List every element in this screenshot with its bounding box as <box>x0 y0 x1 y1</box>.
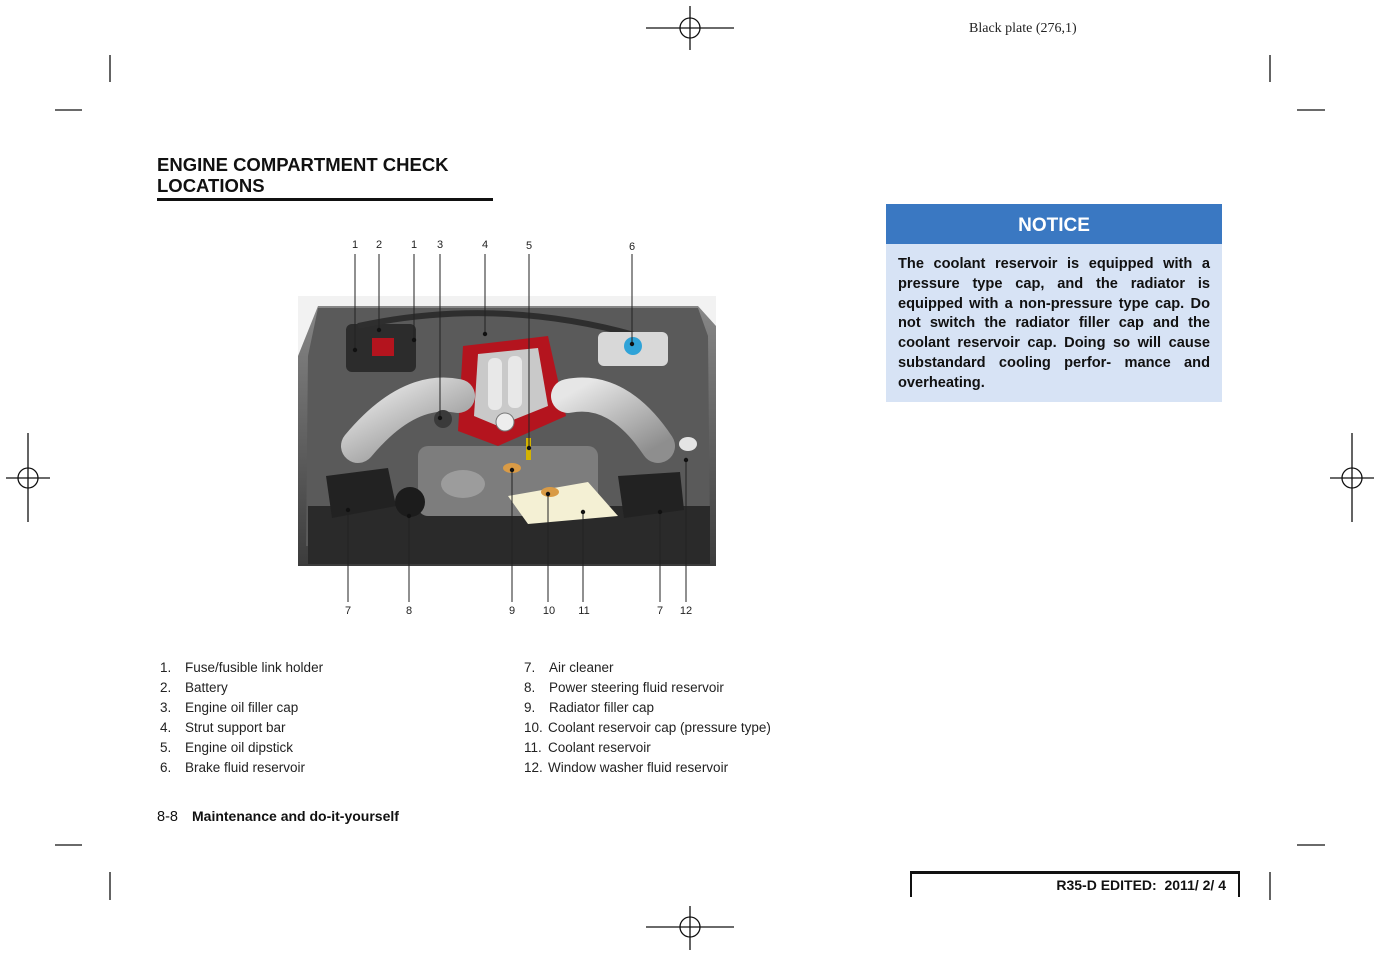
list-item: 1. Fuse/fusible link holder <box>160 660 324 675</box>
callout-bottom-7: 7 <box>344 605 352 617</box>
edited-stamp-box <box>910 871 1240 897</box>
callout-bottom-9: 9 <box>508 605 516 617</box>
callout-top-5: 5 <box>525 240 533 252</box>
list-item: 12. Window washer fluid reservoir <box>524 760 729 775</box>
callout-top-6: 6 <box>628 241 636 253</box>
list-item: 10. Coolant reservoir cap (pressure type) <box>524 720 771 735</box>
callout-bottom-7b: 7 <box>656 605 664 617</box>
notice-heading: NOTICE <box>886 204 1222 244</box>
list-item: 5. Engine oil dipstick <box>160 740 294 755</box>
callout-top-2: 2 <box>375 239 383 251</box>
callout-top-3: 3 <box>436 239 444 251</box>
section-title-line2: LOCATIONS <box>157 175 265 196</box>
callout-top-1: 1 <box>351 239 359 251</box>
plate-label: Black plate (276,1) <box>969 21 1077 36</box>
callout-bottom-8: 8 <box>405 605 413 617</box>
callout-top-1b: 1 <box>410 239 418 251</box>
notice-box <box>886 204 1222 402</box>
list-item: 4. Strut support bar <box>160 720 286 735</box>
callout-top-4: 4 <box>481 239 489 251</box>
edited-stamp: R35-D EDITED: 2011/ 2/ 4 <box>1056 877 1226 893</box>
footer-section-title: Maintenance and do-it-yourself <box>192 808 399 824</box>
list-item: 8. Power steering fluid reservoir <box>524 680 724 695</box>
section-title-line1: ENGINE COMPARTMENT CHECK <box>157 154 449 175</box>
callout-bottom-11: 11 <box>578 605 590 617</box>
list-item: 3. Engine oil filler cap <box>160 700 299 715</box>
page-number: 8-8 <box>157 809 178 825</box>
list-item: 7. Air cleaner <box>524 660 614 675</box>
page-footer <box>157 808 399 825</box>
list-item: 11. Coolant reservoir <box>524 740 651 755</box>
list-item: 2. Battery <box>160 680 228 695</box>
notice-body: The coolant reservoir is equipped with a pressure type cap, and the radiator is equipped with a non-pressure type cap. Do not switch the radiator filler cap and the coolant reservoir cap. Doing so will cause substandard cooling perfor- mance and overheating. <box>898 256 1210 391</box>
callout-bottom-10: 10 <box>542 605 556 617</box>
callout-bottom-12: 12 <box>679 605 693 617</box>
list-item: 9. Radiator filler cap <box>524 700 655 715</box>
list-item: 6. Brake fluid reservoir <box>160 760 306 775</box>
